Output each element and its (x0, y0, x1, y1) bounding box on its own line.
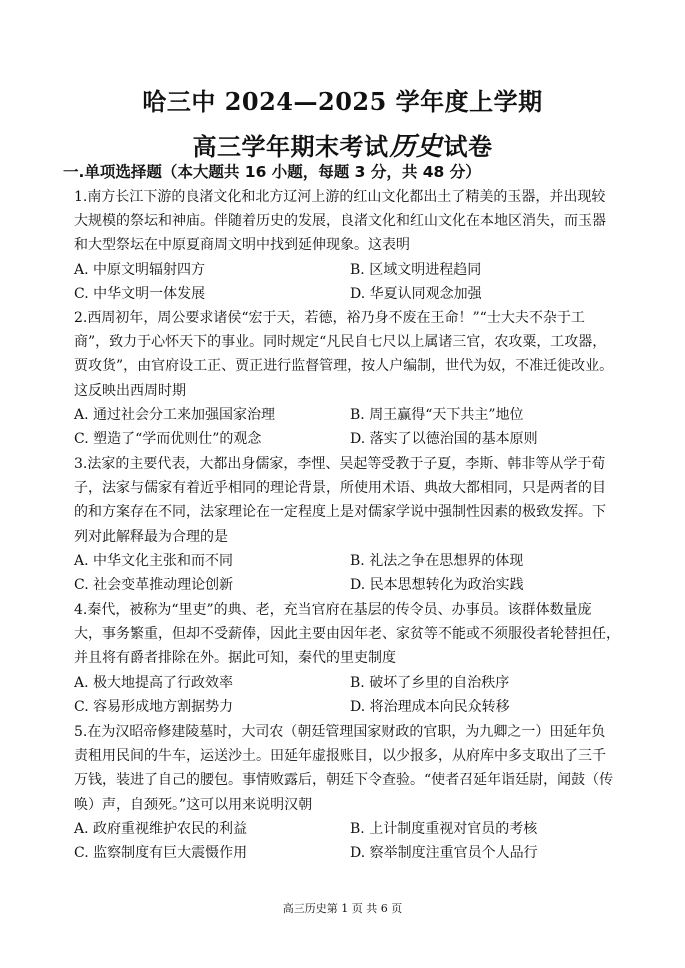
question-line: 这反映出西周时期 (74, 382, 186, 399)
option-a: A. 政府重视维护农民的利益 (74, 820, 248, 837)
option-c: C. 中华文明一体发展 (74, 285, 206, 302)
option-d: D. 将治理成本向民众转移 (350, 698, 510, 715)
title-subject: 历史 (389, 132, 443, 162)
question-3 (74, 452, 626, 597)
option-b: B. 区域文明进程趋同 (350, 261, 482, 278)
option-a: A. 中原文明辐射四方 (74, 261, 206, 278)
question-line: 责租用民间的牛车，运送沙土。田延年虚报账目，以少报多，从府库中多支取出了三千 (74, 748, 606, 765)
question-line: 大，事务繁重，但却不受薪俸，因此主要由因年老、家贫等不能或不须服役者轮替担任， (74, 626, 620, 643)
page-footer: 高三历史第 1 页 共 6 页 (282, 902, 403, 915)
option-d: D. 落实了以德治国的基本原则 (350, 431, 538, 448)
question-5 (74, 720, 626, 865)
question-line: 并且将有爵者排除在外。据此可知，秦代的里吏制度 (74, 650, 396, 667)
option-b: B. 上计制度重视对官员的考核 (350, 820, 538, 837)
option-a: A. 通过社会分工来加强国家治理 (74, 406, 276, 423)
question-line: 唤）声，自颈死。”这可以用来说明汉朝 (74, 796, 313, 813)
option-c: C. 塑造了“学而优则仕”的观念 (74, 431, 262, 448)
option-c: C. 监察制度有巨大震慑作用 (74, 845, 248, 862)
question-line: 子，法家与儒家有着近乎相同的理论背景，所使用术语、典故大都相同，只是两者的目 (74, 480, 606, 497)
option-a: A. 极大地提高了行政效率 (74, 674, 234, 691)
question-line: 贾攻货”，由官府设工正、贾正进行监督管理，按人户编制，世代为奴，不准迁徙改业。 (74, 358, 614, 375)
option-b: B. 礼法之争在思想界的体现 (350, 552, 524, 569)
options (74, 817, 626, 865)
question-line: 和大型祭坛在中原夏商周文明中找到延伸现象。这表明 (74, 237, 410, 254)
question-4 (74, 598, 626, 719)
option-a: A. 中华文化主张和而不同 (74, 552, 234, 569)
option-d: D. 华夏认同观念加强 (350, 285, 482, 302)
exam-title-line2 (0, 126, 685, 163)
option-b: B. 破坏了乡里的自治秩序 (350, 674, 510, 691)
question-line: 4.秦代，被称为“里吏”的典、老，充当官府在基层的传令员、办事员。该群体数量庞 (74, 602, 592, 618)
question-line: 1.南方长江下游的良渚文化和北方辽河上游的红山文化都出土了精美的玉器，并出现较 (74, 189, 606, 205)
option-c: C. 容易形成地方割据势力 (74, 698, 234, 715)
option-d: D. 民本思想转化为政治实践 (350, 577, 524, 594)
options (74, 403, 626, 451)
question-2 (74, 306, 626, 451)
option-d: D. 察举制度注重官员个人品行 (350, 845, 538, 862)
question-line: 大规模的祭坛和神庙。伴随着历史的发展，良渚文化和红山文化在本地区消失，而玉器 (74, 213, 606, 230)
question-line: 列对此解释最为合理的是 (74, 528, 228, 545)
question-1 (74, 185, 626, 306)
question-line: 万钱，装进了自己的腰包。事情败露后，朝廷下令查验。“使者召延年诣廷尉，闻鼓（传 (74, 772, 614, 789)
question-line: 2.西周初年，周公要求诸侯“宏于天，若德，裕乃身不废在王命！”“士大夫不杂于工 (74, 310, 585, 326)
section-heading: 一.单项选择题（本大题共 16 小题，每题 3 分，共 48 分） (63, 163, 481, 181)
question-line: 5.在为汉昭帝修建陵墓时，大司农（朝廷管理国家财政的官职，为九卿之一）田延年负 (74, 724, 606, 740)
exam-title-line1: 哈三中 2024—2025 学年度上学期 (142, 87, 543, 116)
options (74, 549, 626, 597)
title-prefix: 高三学年期末考试 (192, 132, 389, 161)
title-suffix: 试卷 (443, 132, 493, 161)
option-c: C. 社会变革推动理论创新 (74, 577, 234, 594)
options (74, 671, 626, 719)
question-line: 的和方案存在不同，法家理论在一定程度上是对儒家学说中强制性因素的极致发挥。下 (74, 504, 606, 521)
option-b: B. 周王赢得“天下共主”地位 (350, 406, 524, 423)
question-line: 商”，致力于心怀天下的事业。同时规定“凡民自七尺以上属诸三官，农攻粟，工攻器， (74, 334, 607, 351)
question-line: 3.法家的主要代表，大都出身儒家，李悝、吴起等受教于子夏，李斯、韩非等从学于荀 (74, 456, 606, 472)
options (74, 258, 626, 306)
